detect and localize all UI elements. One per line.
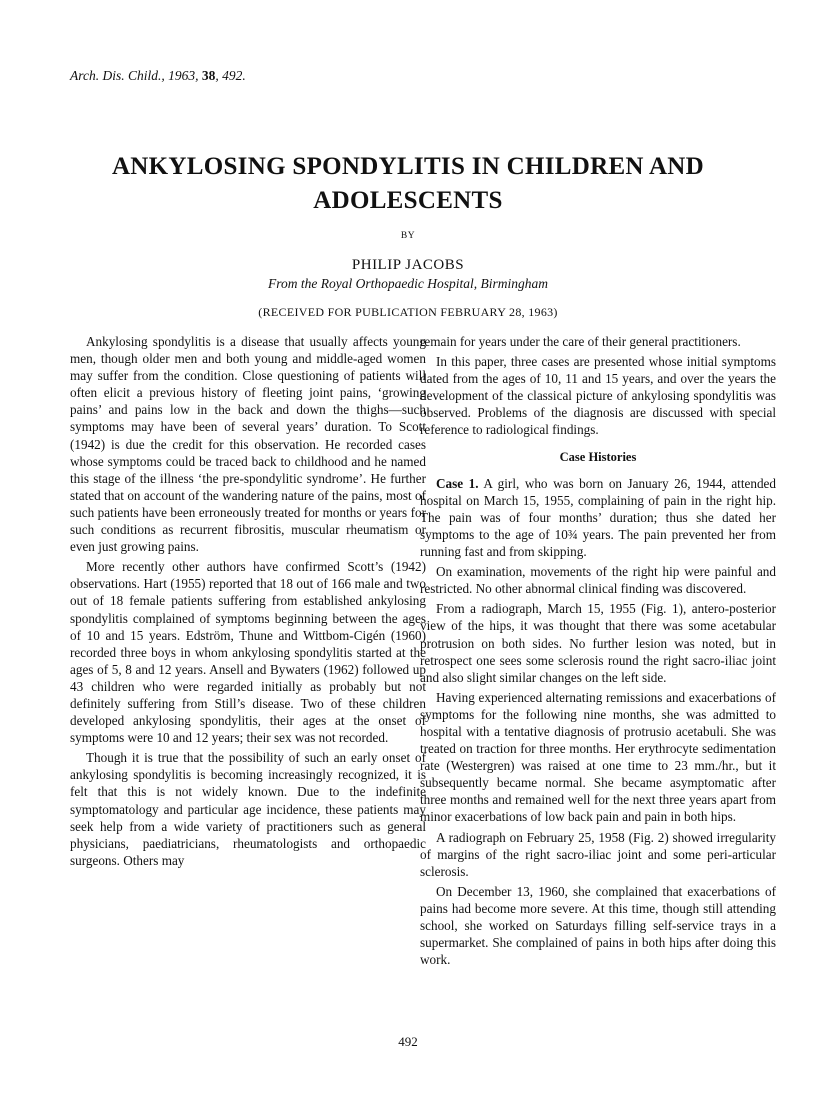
citation-page: , 492. <box>215 68 246 83</box>
case1-paragraph-2: On examination, movements of the right hip were painful and restricted. No other abnormal clinical finding was discovered. <box>420 564 776 597</box>
right-column <box>420 333 776 968</box>
section-heading: Case Histories <box>559 449 637 464</box>
article-title <box>60 150 756 218</box>
citation-year: , 1963, <box>161 68 202 83</box>
paragraph-paper-scope: In this paper, three cases are presented whose initial symptoms dated from the ages of 10, 11 and 15 years, and over the years the development of the classical picture of ankylosing spondylitis was observed. Problems of the diagnosis are discussed with special reference to radiological findings. <box>420 354 776 438</box>
author-affiliation: From the Royal Orthopaedic Hospital, Birmingham <box>268 276 548 291</box>
byline-by: BY <box>400 231 416 241</box>
journal-citation <box>70 68 246 84</box>
case1-paragraph-4: Having experienced alternating remissions and exacerbations of symptoms for the following nine months, she was admitted to hospital with a tentative diagnosis of protrusio acetabuli. She was treated on traction for three months. Her erythrocyte sedimentation rate (Westergren) was raised at one time to 23 mm./hr., but it subsequently became normal. She became asymptomatic after three months and remained well for the next three years apart from minor exacerbations of low back pain and pain in both hips. <box>420 689 776 825</box>
paragraph-recent-authors: More recently other authors have confirmed Scott’s (1942) observations. Hart (1955) reported that 18 out of 166 male and two out of 18 female patients suffering from established ankylosing spondylitis complained of symptoms beginning between the ages of 10 and 15 years. Edström, Thune and Wittbom-Cigén (1960) recorded three boys in whom ankylosing spondylitis started at the ages of 5, 8 and 12 years. Ansell and Bywaters (1962) followed up 43 children who were regarded initially as probably but not definitely suffering from Still’s disease. Two of these children developed ankylosing spondylitis, their ages at the onset of symptoms were 10 and 12 years; their sex was not recorded. <box>70 559 426 746</box>
title-line-1: ANKYLOSING SPONDYLITIS IN CHILDREN AND <box>111 153 705 180</box>
case-label: Case 1. <box>436 475 479 491</box>
paragraph-continued: remain for years under the care of their general practitioners. <box>420 334 741 349</box>
citation-journal: Arch. Dis. Child. <box>70 68 162 83</box>
paragraph-intro: Ankylosing spondylitis is a disease that usually affects young men, though older men and both young and middle-aged women may suffer from the condition. Close questioning of patients will often elicit a previous history of fleeting joint pains, ‘growing pains’ and pains low in the back and down the thighs—such symptoms may have been of several years’ duration. To Scott (1942) is due the credit for this observation. He recorded cases whose symptoms could be traced back to childhood and he named this stage of the illness ‘the pre-spondylitic syndrome’. He further stated that on account of the wandering nature of the pains, most of such patients have been erroneously treated for months or years for such conditions as recurrent fibrositis, muscular rheumatism or even just growing pains. <box>70 334 426 555</box>
citation-volume: 38 <box>201 68 216 83</box>
case1-paragraph-1 <box>420 475 776 560</box>
page-number: 492 <box>398 1034 418 1049</box>
case1-paragraph-6: On December 13, 1960, she complained that exacerbations of pains had become more severe. At this time, though still attending school, she worked on Saturdays filling self-service trays in a supermarket. She complained of pains in both hips after doing this work. <box>420 883 776 968</box>
received-date: (RECEIVED FOR PUBLICATION FEBRUARY 28, 1963) <box>258 305 558 319</box>
paragraph-recognition: Though it is true that the possibility of such an early onset of ankylosing spondylitis is becoming increasingly recognized, it is felt that this is not widely known. Due to the indefinite symptomatology and particular age incidence, these patients may seek help from a wide variety of practitioners such as general physicians, paediatricians, rheumatologists and orthopaedic surgeons. Others may <box>70 750 426 868</box>
left-column <box>70 333 426 869</box>
case1-paragraph-3: From a radiograph, March 15, 1955 (Fig. 1), antero-posterior view of the hips, it was thought that there was some acetabular protrusion on both sides. No further lesion was noted, but in retrospect one sees some sclerosis round the right sacro-iliac joint and also slight similar changes on the left side. <box>420 601 776 685</box>
case1-history-text: A girl, who was born on January 26, 1944, attended hospital on March 15, 1955, complaining of pain in the right hip. The pain was of four months’ duration; thus she dated her symptoms to the age of 10¾ years. The pain prevented her from running fast and from skipping. <box>420 475 776 560</box>
title-line-2: ADOLESCENTS <box>313 187 503 214</box>
case1-paragraph-5: A radiograph on February 25, 1958 (Fig. 2) showed irregularity of margins of the right sacro-iliac joint and some peri-articular sclerosis. <box>420 829 776 879</box>
author-name: PHILIP JACOBS <box>351 257 465 273</box>
